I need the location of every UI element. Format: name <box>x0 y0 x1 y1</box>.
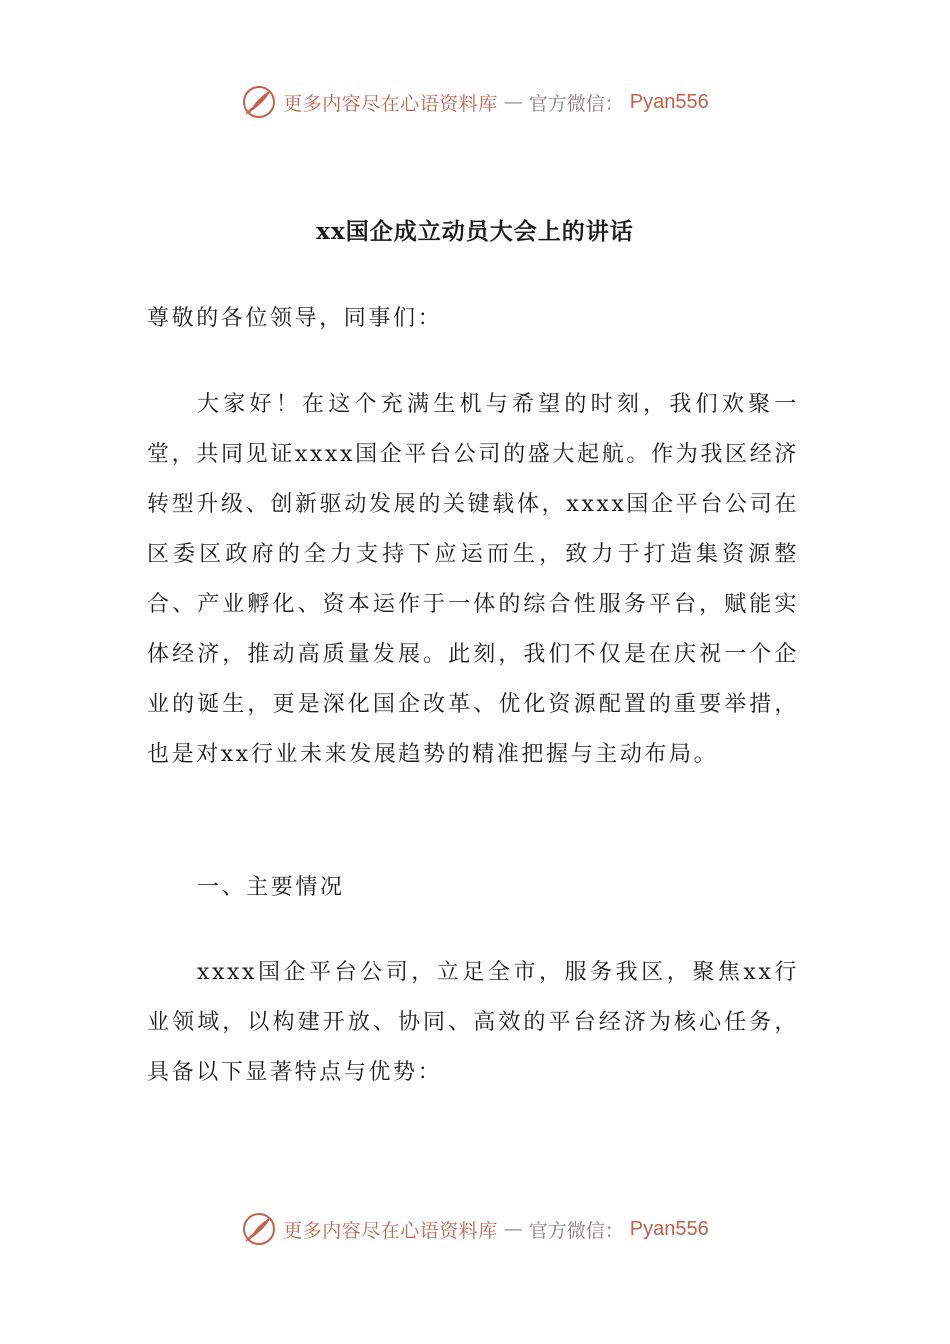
page-title: xx国企成立动员大会上的讲话 <box>316 218 634 245</box>
banner-separator: — <box>503 91 523 113</box>
banner-text: 更多内容尽在心语资料库 <box>283 1219 498 1242</box>
salutation: 尊敬的各位领导，同事们： <box>147 306 443 331</box>
section-heading: 一、主要情况 <box>197 875 345 900</box>
situation-paragraph: xxxx国企平台公司，立足全市，服务我区，聚焦xx行业领域，以构建开放、协同、高效的平台经济为核心任务，具备以下显著特点与优势： <box>147 960 799 1085</box>
banner-wechat-id: Pyan556 <box>629 90 709 113</box>
banner-label: 官方微信： <box>528 1219 624 1242</box>
quill-logo-icon <box>241 1211 277 1247</box>
footer-banner <box>0 1209 950 1249</box>
banner-text: 更多内容尽在心语资料库 <box>283 92 498 115</box>
intro-paragraph: 大家好！在这个充满生机与希望的时刻，我们欢聚一堂，共同见证xxxx国企平台公司的盛大起航。作为我区经济转型升级、创新驱动发展的关键载体，xxxx国企平台公司在区委区政府的全力支持下应运而生，致力于打造集资源整合、产业孵化、资本运作于一体的综合性服务平台，赋能实体经济，推动高质量发展。此刻，我们不仅是在庆祝一个企业的诞生，更是深化国企改革、优化资源配置的重要举措，也是对xx行业未来发展趋势的精准把握与主动布局。 <box>147 392 799 767</box>
banner-separator: — <box>503 1218 523 1240</box>
quill-logo-icon <box>241 84 277 120</box>
header-banner <box>0 82 950 122</box>
banner-wechat-id: Pyan556 <box>629 1217 709 1240</box>
banner-label: 官方微信： <box>528 92 624 115</box>
